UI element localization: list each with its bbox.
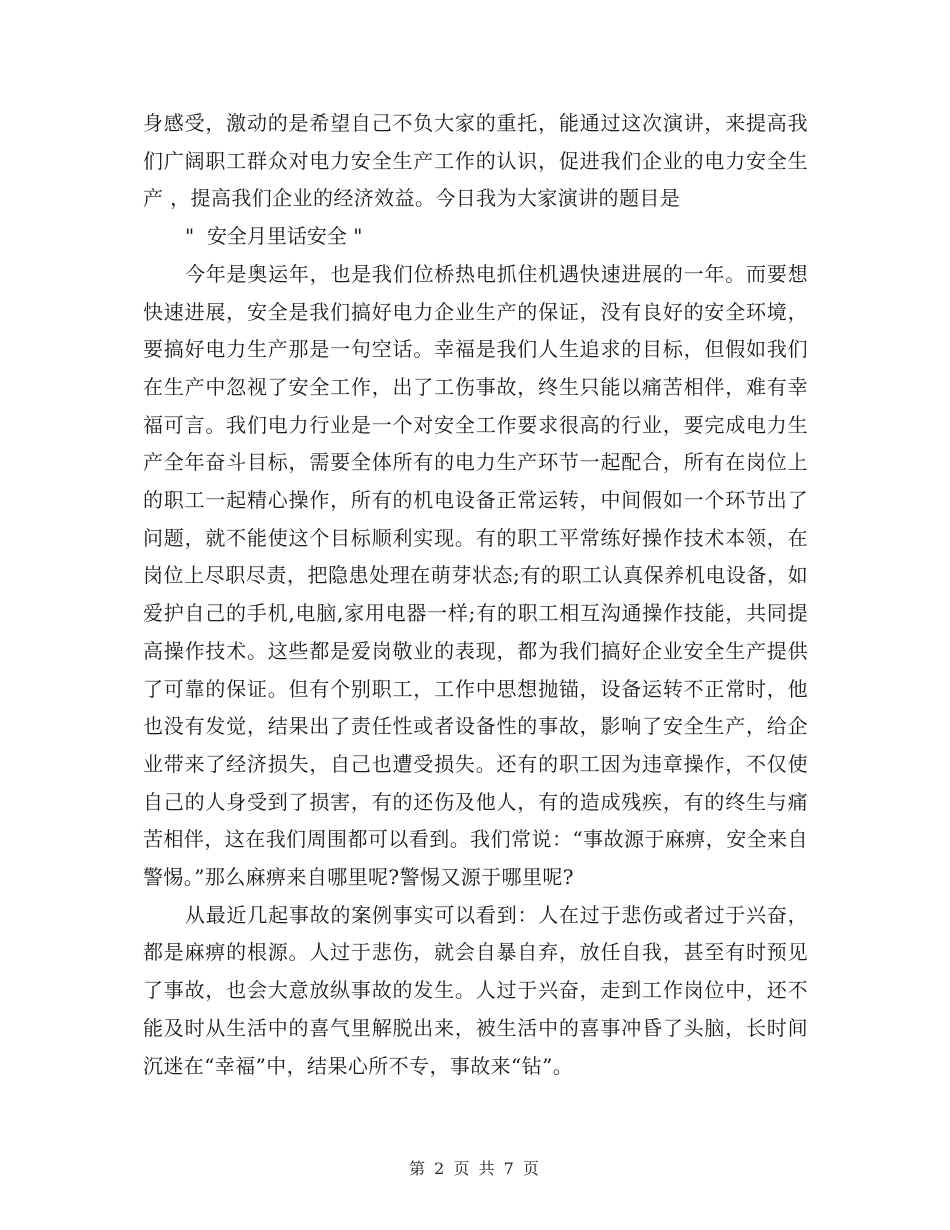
paragraph-accident-cases: 从最近几起事故的案例事实可以看到：人在过于悲伤或者过于兴奋，都是麻痹的根源。人过于悲伤，就会自暴自弃，放任自我，甚至有时预见了事故，也会大意放纵事故的发生。人过于兴奋，走到工作岗位中，还不能及时从生活中的喜气里解脱出来，被生活中的喜事冲昏了头脑，长时间沉迷在“幸福”中，结果心所不专，事故来“钻”。: [143, 902, 808, 1078]
page-number-footer: 第 2 页 共 7 页: [409, 1159, 541, 1178]
paragraph-olympic-year: 今年是奥运年，也是我们位桥热电抓住机遇快速进展的一年。而要想快速进展，安全是我们搞好电力企业生产的保证，没有良好的安全环境，要搞好电力生产那是一句空话。幸福是我们人生追求的目标，但假如我们在生产中忽视了安全工作，出了工伤事故，终生只能以痛苦相伴，难有幸福可言。我们电力行业是一个对安全工作要求很高的行业，要完成电力生产全年奋斗目标，需要全体所有的电力生产环节一起配合，所有在岗位上的职工一起精心操作，所有的机电设备正常运转，中间假如一个环节出了问题，就不能使这个目标顺利实现。有的职工平常练好操作技术本领，在岗位上尽职尽责，把隐患处理在萌芽状态;有的职工认真保养机电设备，如爱护自己的手机,电脑,家用电器一样;有的职工相互沟通操作技能，共同提高操作技术。这些都是爱岗敬业的表现，都为我们搞好企业安全生产提供了可靠的保证。但有个别职工，工作中思想抛锚，设备运转不正常时，他也没有发觉，结果出了责任性或者设备性的事故，影响了安全生产，给企业带来了经济损失，自己也遭受损失。还有的职工因为违章操作，不仅使自己的人身受到了损害，有的还伤及他人，有的造成残疾，有的终生与痛苦相伴，这在我们周围都可以看到。我们常说：“事故源于麻痹，安全来自警惕。”那么麻痹来自哪里呢?警惕又源于哪里呢?: [143, 261, 808, 890]
paragraph-intro-continued: 身感受，激动的是希望自己不负大家的重托，能通过这次演讲，来提高我们广阔职工群众对电力安全生产工作的认识，促进我们企业的电力安全生产 ，提高我们企业的经济效益。今日我为大家演讲的题目是: [143, 111, 808, 211]
speech-title: " 安全月里话安全 ": [185, 224, 363, 249]
document-body: [143, 105, 808, 1085]
